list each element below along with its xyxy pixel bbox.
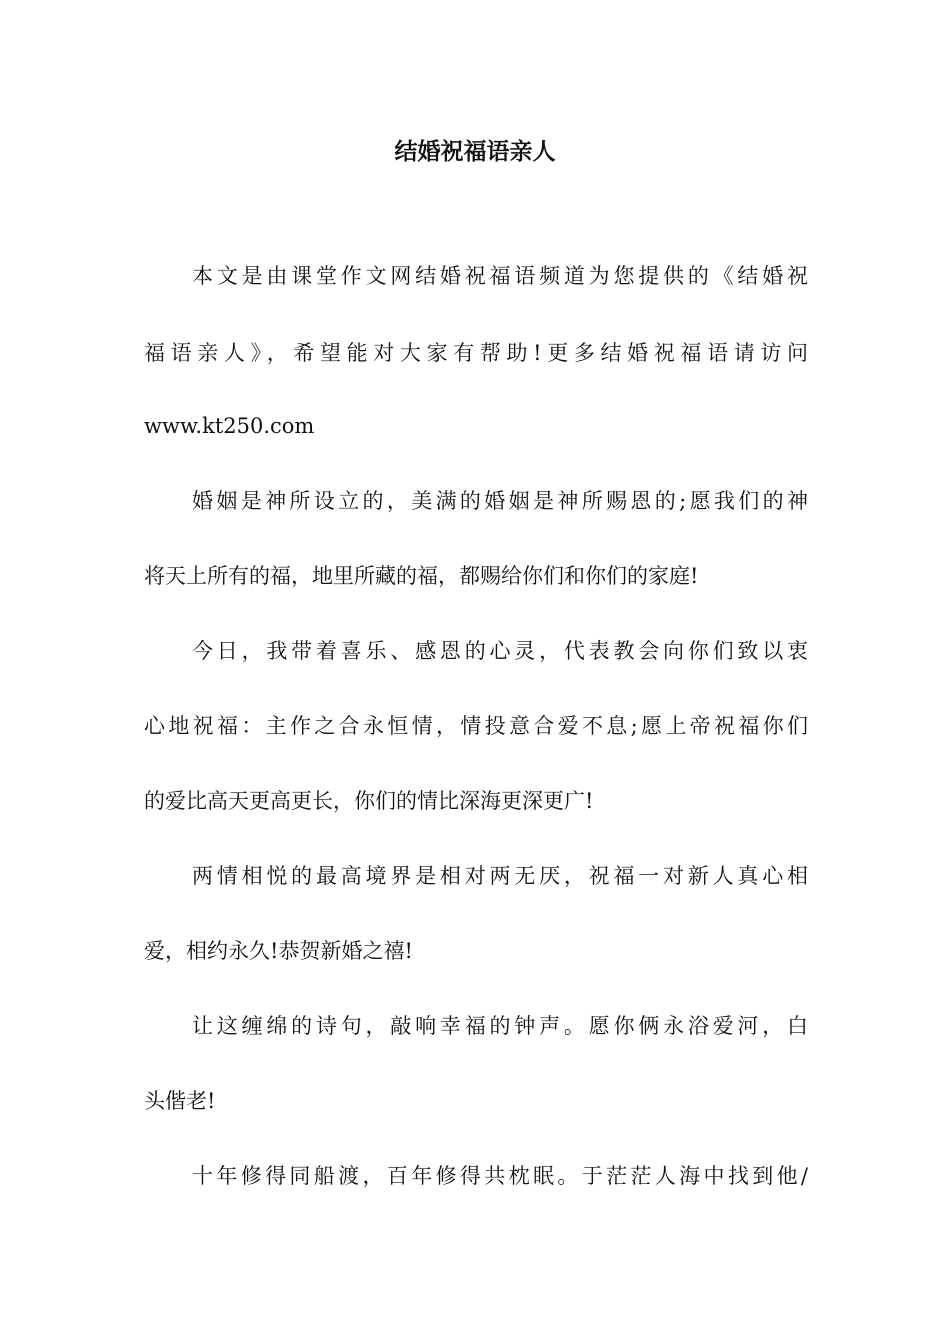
paragraph-line: 爱，相约永久!恭贺新婚之禧! — [144, 939, 413, 963]
document-title: 结婚祝福语亲人 — [394, 138, 556, 165]
paragraph-line: www.kt250.com — [144, 414, 315, 438]
paragraph-line: 让这缠绵的诗句，敲响幸福的钟声。愿你俩永浴爱河，白 — [192, 1014, 808, 1038]
paragraph-line: 今日，我带着喜乐、感恩的心灵，代表教会向你们致以衷 — [192, 639, 808, 663]
paragraph-line: 将天上所有的福，地里所藏的福，都赐给你们和你们的家庭! — [144, 564, 699, 588]
paragraph-line: 十年修得同船渡，百年修得共枕眠。于茫茫人海中找到他/ — [192, 1164, 808, 1188]
paragraph-line: 福语亲人》，希望能对大家有帮助!更多结婚祝福语请访问 — [144, 341, 808, 365]
paragraph-line: 两情相悦的最高境界是相对两无厌，祝福一对新人真心相 — [192, 864, 808, 888]
paragraph-line: 头偕老! — [144, 1089, 216, 1113]
paragraph-line: 的爱比高天更高更长，你们的情比深海更深更广! — [144, 789, 594, 813]
paragraph-line: 本文是由课堂作文网结婚祝福语频道为您提供的《结婚祝 — [192, 264, 808, 288]
paragraph-line: 心地祝福：主作之合永恒情，情投意合爱不息;愿上帝祝福你们 — [144, 714, 808, 738]
paragraph-line: 婚姻是神所设立的，美满的婚姻是神所赐恩的;愿我们的神 — [192, 489, 808, 513]
